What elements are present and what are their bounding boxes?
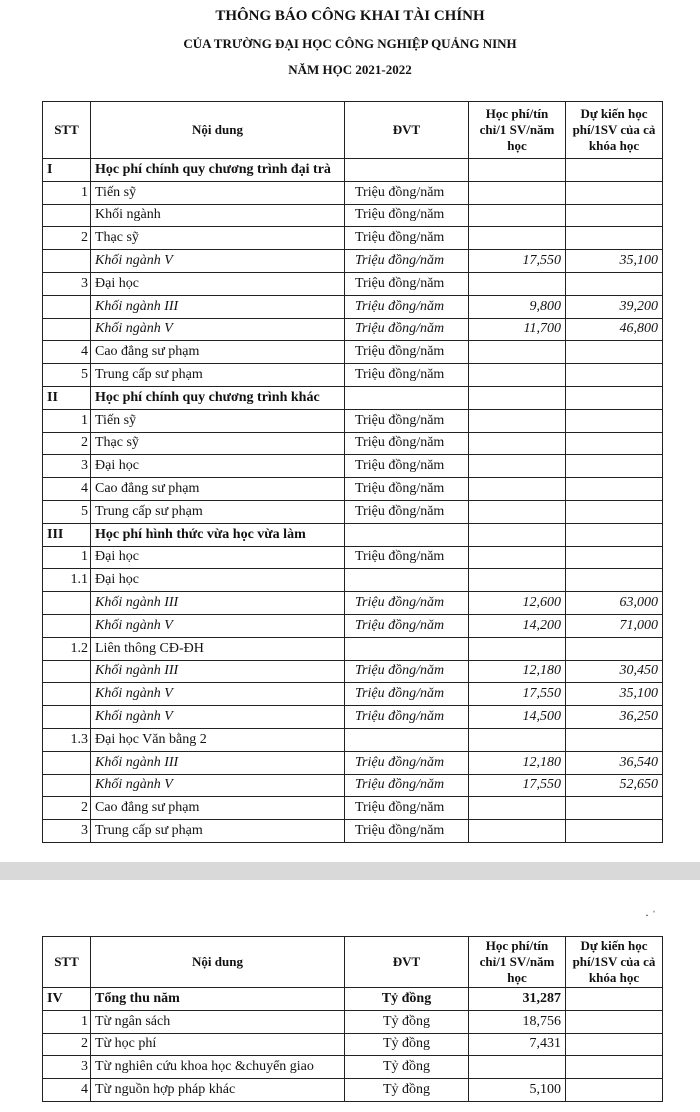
cell-content: Khối ngành V (91, 250, 345, 273)
cell-content: Học phí chính quy chương trình đại trà (91, 159, 345, 182)
cell-stt: 2 (43, 797, 91, 820)
scan-mark: · ˈ (645, 908, 656, 922)
cell-content: Thạc sỹ (91, 432, 345, 455)
cell-fee (469, 409, 566, 432)
table-row (43, 820, 663, 843)
cell-fee (469, 797, 566, 820)
cell-total (566, 728, 663, 751)
revenue-table-body (43, 988, 663, 1102)
table-row (43, 1056, 663, 1079)
cell-unit: Tỷ đồng (345, 1010, 469, 1033)
cell-unit: Tỷ đồng (345, 1056, 469, 1079)
cell-unit (345, 728, 469, 751)
cell-stt: 5 (43, 364, 91, 387)
table-row (43, 706, 663, 729)
cell-total: 39,200 (566, 295, 663, 318)
cell-total: 36,540 (566, 751, 663, 774)
cell-fee (469, 478, 566, 501)
table-row (43, 432, 663, 455)
cell-fee: 14,500 (469, 706, 566, 729)
cell-total (566, 637, 663, 660)
cell-total (566, 455, 663, 478)
cell-total: 46,800 (566, 318, 663, 341)
doc-year: NĂM HỌC 2021-2022 (288, 62, 412, 77)
table-row (43, 637, 663, 660)
cell-total (566, 181, 663, 204)
cell-fee: 9,800 (469, 295, 566, 318)
cell-stt (43, 592, 91, 615)
table-row (43, 227, 663, 250)
cell-stt: 1 (43, 181, 91, 204)
cell-unit: Triệu đồng/năm (345, 820, 469, 843)
table-row (43, 683, 663, 706)
tuition-table (42, 101, 663, 843)
cell-content: Khối ngành V (91, 614, 345, 637)
cell-fee: 5,100 (469, 1079, 566, 1102)
cell-stt: II (43, 386, 91, 409)
cell-content: Đại học Văn bằng 2 (91, 728, 345, 751)
col-header-fee: Học phí/tín chỉ/1 SV/năm học (469, 937, 566, 988)
doc-title: THÔNG BÁO CÔNG KHAI TÀI CHÍNH (215, 8, 485, 24)
cell-fee: 12,180 (469, 660, 566, 683)
cell-unit: Triệu đồng/năm (345, 751, 469, 774)
cell-content: Đại học (91, 546, 345, 569)
cell-fee (469, 728, 566, 751)
cell-fee (469, 272, 566, 295)
cell-total (566, 272, 663, 295)
cell-stt: 1 (43, 409, 91, 432)
cell-fee: 11,700 (469, 318, 566, 341)
cell-stt: 1 (43, 1010, 91, 1033)
cell-fee (469, 820, 566, 843)
cell-total: 52,650 (566, 774, 663, 797)
cell-fee (469, 500, 566, 523)
cell-unit: Triệu đồng/năm (345, 272, 469, 295)
cell-stt (43, 295, 91, 318)
cell-stt: 3 (43, 455, 91, 478)
cell-total (566, 227, 663, 250)
table-row (43, 660, 663, 683)
cell-unit (345, 159, 469, 182)
cell-stt (43, 660, 91, 683)
cell-total (566, 1079, 663, 1102)
cell-total (566, 546, 663, 569)
col-header-content: Nội dung (91, 937, 345, 988)
cell-unit: Triệu đồng/năm (345, 660, 469, 683)
table-row (43, 592, 663, 615)
cell-content: Trung cấp sư phạm (91, 500, 345, 523)
cell-unit (345, 386, 469, 409)
table-row (43, 728, 663, 751)
cell-fee (469, 637, 566, 660)
cell-content: Học phí hình thức vừa học vừa làm (91, 523, 345, 546)
cell-stt: 4 (43, 341, 91, 364)
table-row (43, 409, 663, 432)
cell-content: Từ học phí (91, 1033, 345, 1056)
table-row (43, 751, 663, 774)
cell-content: Cao đẳng sư phạm (91, 478, 345, 501)
cell-fee: 12,180 (469, 751, 566, 774)
cell-fee: 18,756 (469, 1010, 566, 1033)
cell-fee (469, 1056, 566, 1079)
cell-total: 63,000 (566, 592, 663, 615)
cell-fee (469, 227, 566, 250)
table-row (43, 364, 663, 387)
cell-stt: 5 (43, 500, 91, 523)
cell-unit: Triệu đồng/năm (345, 455, 469, 478)
cell-total: 30,450 (566, 660, 663, 683)
cell-unit: Triệu đồng/năm (345, 250, 469, 273)
cell-unit: Triệu đồng/năm (345, 295, 469, 318)
cell-content: Tiến sỹ (91, 409, 345, 432)
cell-content: Cao đẳng sư phạm (91, 797, 345, 820)
cell-unit: Triệu đồng/năm (345, 706, 469, 729)
table-row (43, 614, 663, 637)
cell-unit: Triệu đồng/năm (345, 614, 469, 637)
cell-unit: Triệu đồng/năm (345, 364, 469, 387)
page-gap (0, 862, 700, 880)
cell-stt (43, 706, 91, 729)
cell-fee (469, 181, 566, 204)
table-row (43, 386, 663, 409)
col-header-content: Nội dung (91, 102, 345, 159)
cell-stt (43, 250, 91, 273)
cell-total (566, 204, 663, 227)
cell-stt (43, 318, 91, 341)
cell-unit: Triệu đồng/năm (345, 546, 469, 569)
cell-stt (43, 774, 91, 797)
cell-unit: Triệu đồng/năm (345, 478, 469, 501)
cell-unit: Triệu đồng/năm (345, 774, 469, 797)
cell-total (566, 432, 663, 455)
cell-unit (345, 523, 469, 546)
cell-total: 35,100 (566, 250, 663, 273)
cell-fee: 7,431 (469, 1033, 566, 1056)
col-header-stt: STT (43, 102, 91, 159)
cell-total (566, 159, 663, 182)
cell-unit: Triệu đồng/năm (345, 592, 469, 615)
cell-total (566, 364, 663, 387)
cell-stt: 1.1 (43, 569, 91, 592)
cell-fee (469, 386, 566, 409)
cell-content: Từ nguồn hợp pháp khác (91, 1079, 345, 1102)
cell-unit: Triệu đồng/năm (345, 318, 469, 341)
cell-stt (43, 683, 91, 706)
cell-fee: 31,287 (469, 988, 566, 1011)
cell-content: Cao đẳng sư phạm (91, 341, 345, 364)
cell-stt: 3 (43, 272, 91, 295)
cell-total (566, 478, 663, 501)
cell-total (566, 569, 663, 592)
cell-fee: 17,550 (469, 250, 566, 273)
cell-unit: Tỷ đồng (345, 988, 469, 1011)
cell-stt: 1.3 (43, 728, 91, 751)
cell-stt: 3 (43, 820, 91, 843)
cell-unit: Triệu đồng/năm (345, 409, 469, 432)
table-row (43, 341, 663, 364)
table-row (43, 181, 663, 204)
cell-fee: 12,600 (469, 592, 566, 615)
cell-unit: Triệu đồng/năm (345, 341, 469, 364)
table-row (43, 318, 663, 341)
cell-fee (469, 341, 566, 364)
cell-stt (43, 751, 91, 774)
table-header-row (43, 937, 663, 988)
cell-content: Thạc sỹ (91, 227, 345, 250)
table-row (43, 1033, 663, 1056)
cell-unit: Triệu đồng/năm (345, 204, 469, 227)
cell-stt: IV (43, 988, 91, 1011)
cell-content: Học phí chính quy chương trình khác (91, 386, 345, 409)
table-row (43, 455, 663, 478)
table-header-row (43, 102, 663, 159)
table-row (43, 988, 663, 1011)
cell-unit: Tỷ đồng (345, 1033, 469, 1056)
cell-total: 71,000 (566, 614, 663, 637)
cell-content: Đại học (91, 455, 345, 478)
cell-content: Đại học (91, 272, 345, 295)
revenue-table (42, 936, 663, 1102)
col-header-stt: STT (43, 937, 91, 988)
cell-content: Từ ngân sách (91, 1010, 345, 1033)
cell-content: Tổng thu năm (91, 988, 345, 1011)
cell-fee (469, 432, 566, 455)
cell-total (566, 820, 663, 843)
cell-content: Liên thông CĐ-ĐH (91, 637, 345, 660)
cell-fee (469, 364, 566, 387)
cell-content: Khối ngành III (91, 751, 345, 774)
col-header-unit: ĐVT (345, 102, 469, 159)
cell-content: Khối ngành V (91, 774, 345, 797)
table-row (43, 1079, 663, 1102)
cell-content: Đại học (91, 569, 345, 592)
cell-content: Khối ngành (91, 204, 345, 227)
col-header-total: Dự kiến học phí/1SV của cả khóa học (566, 102, 663, 159)
table-row (43, 500, 663, 523)
table-row (43, 159, 663, 182)
cell-unit (345, 637, 469, 660)
cell-content: Khối ngành V (91, 706, 345, 729)
cell-stt: 3 (43, 1056, 91, 1079)
cell-unit: Tỷ đồng (345, 1079, 469, 1102)
cell-stt: 1.2 (43, 637, 91, 660)
cell-total (566, 1056, 663, 1079)
page-2 (0, 880, 700, 1112)
cell-unit: Triệu đồng/năm (345, 683, 469, 706)
cell-fee (469, 523, 566, 546)
cell-content: Khối ngành III (91, 295, 345, 318)
table-row (43, 272, 663, 295)
cell-unit: Triệu đồng/năm (345, 227, 469, 250)
cell-content: Khối ngành III (91, 660, 345, 683)
cell-total (566, 523, 663, 546)
cell-fee: 17,550 (469, 683, 566, 706)
table-row (43, 250, 663, 273)
cell-total (566, 1010, 663, 1033)
col-header-unit: ĐVT (345, 937, 469, 988)
cell-total (566, 341, 663, 364)
cell-stt: III (43, 523, 91, 546)
cell-content: Khối ngành V (91, 683, 345, 706)
cell-content: Tiến sỹ (91, 181, 345, 204)
cell-stt: 4 (43, 1079, 91, 1102)
cell-content: Khối ngành III (91, 592, 345, 615)
table-row (43, 797, 663, 820)
cell-fee (469, 204, 566, 227)
table-row (43, 523, 663, 546)
cell-stt: I (43, 159, 91, 182)
cell-total (566, 1033, 663, 1056)
cell-stt: 2 (43, 1033, 91, 1056)
cell-stt: 4 (43, 478, 91, 501)
table-row (43, 1010, 663, 1033)
cell-total (566, 386, 663, 409)
cell-total: 36,250 (566, 706, 663, 729)
cell-content: Từ nghiên cứu khoa học &chuyển giao (91, 1056, 345, 1079)
cell-stt: 2 (43, 227, 91, 250)
cell-content: Trung cấp sư phạm (91, 364, 345, 387)
cell-unit (345, 569, 469, 592)
cell-unit: Triệu đồng/năm (345, 181, 469, 204)
cell-stt (43, 204, 91, 227)
col-header-total: Dự kiến học phí/1SV của cả khóa học (566, 937, 663, 988)
cell-fee (469, 569, 566, 592)
table-row (43, 295, 663, 318)
cell-total (566, 500, 663, 523)
table-row (43, 546, 663, 569)
cell-total (566, 409, 663, 432)
cell-total (566, 988, 663, 1011)
cell-fee: 17,550 (469, 774, 566, 797)
cell-fee (469, 455, 566, 478)
cell-unit: Triệu đồng/năm (345, 432, 469, 455)
table-row (43, 569, 663, 592)
cell-unit: Triệu đồng/năm (345, 797, 469, 820)
cell-content: Khối ngành V (91, 318, 345, 341)
cell-total: 35,100 (566, 683, 663, 706)
cell-stt: 2 (43, 432, 91, 455)
cell-stt (43, 614, 91, 637)
cell-stt: 1 (43, 546, 91, 569)
table-row (43, 774, 663, 797)
cell-fee (469, 546, 566, 569)
cell-fee: 14,200 (469, 614, 566, 637)
cell-unit: Triệu đồng/năm (345, 500, 469, 523)
cell-total (566, 797, 663, 820)
table-row (43, 204, 663, 227)
table-row (43, 478, 663, 501)
cell-fee (469, 159, 566, 182)
doc-subtitle: CỦA TRƯỜNG ĐẠI HỌC CÔNG NGHIỆP QUẢNG NINH (183, 36, 517, 51)
col-header-fee: Học phí/tín chỉ/1 SV/năm học (469, 102, 566, 159)
cell-content: Trung cấp sư phạm (91, 820, 345, 843)
tuition-table-body (43, 159, 663, 843)
